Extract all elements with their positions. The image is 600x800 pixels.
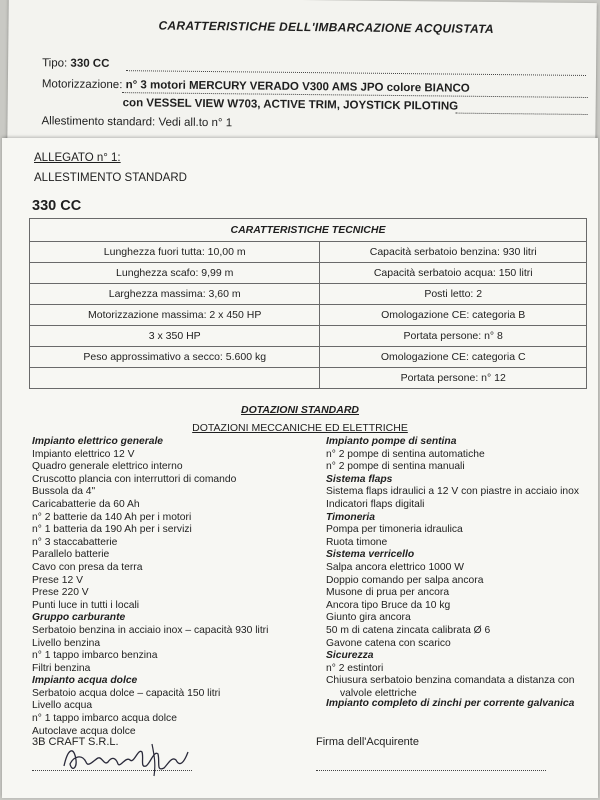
specs-cell: Omologazione CE: categoria B: [320, 305, 587, 326]
equipment-item: Musone di prua per ancora: [326, 587, 450, 599]
tipo-row: [42, 57, 109, 70]
equipment-item: Impianto elettrico 12 V: [32, 448, 135, 460]
equipment-item: Punti luce in tutti i locali: [32, 599, 140, 611]
equipment-item: valvole elettriche: [340, 687, 417, 699]
allestimento-label: Allestimento standard: Vedi all.to n° 1: [41, 115, 233, 130]
equipment-item: Autoclave acqua dolce: [32, 725, 136, 737]
specs-table: [29, 218, 587, 389]
equipment-section-heading: Impianto elettrico generale: [32, 436, 164, 447]
equipment-item: Prese 12 V: [32, 574, 83, 586]
equipment-item: Cavo con presa da terra: [32, 561, 143, 573]
equipment-item: Gavone catena con scarico: [326, 637, 451, 649]
equipment-item: Ruota timone: [326, 536, 388, 548]
motorizzazione-row: [42, 78, 470, 94]
specs-cell: Motorizzazione massima: 2 x 450 HP: [30, 305, 320, 326]
equipment-item: Filtri benzina: [32, 662, 91, 674]
motorizzazione-row-2: [123, 97, 459, 113]
equipment-section-heading: Gruppo carburante: [32, 612, 126, 624]
company-signature-label: 3B CRAFT S.R.L.: [32, 736, 119, 748]
equipment-item: n° 3 staccabatterie: [32, 536, 118, 548]
specs-cell: Omologazione CE: categoria C: [320, 347, 587, 368]
motorizzazione-value: n° 3 motori MERCURY VERADO V300 AMS JPO colore BIANCO: [125, 79, 470, 95]
equipment-item: Giunto gira ancora: [326, 612, 411, 624]
equipment-item: Doppio comando per salpa ancora: [326, 574, 484, 586]
equipment-section-heading: Timoneria: [326, 511, 376, 523]
equipment-section-heading: Sistema flaps: [326, 473, 393, 485]
specs-cell: Lunghezza fuori tutta: 10,00 m: [30, 242, 320, 263]
specs-cell: Portata persone: n° 8: [320, 326, 587, 347]
motorizzazione-value-2: con VESSEL VIEW W703, ACTIVE TRIM, JOYSTICK PILOTING: [122, 97, 459, 113]
allegato-subtitle: ALLESTIMENTO STANDARD: [34, 172, 187, 184]
equipment-item: Parallelo batterie: [32, 549, 110, 561]
specs-row: [30, 263, 587, 284]
equipment-item: n° 1 batteria da 190 Ah per i servizi: [32, 524, 192, 536]
model-name: 330 CC: [32, 198, 82, 214]
specs-row: [30, 368, 587, 389]
specs-cell: [30, 368, 320, 389]
equipment-item: 50 m di catena zincata calibrata Ø 6: [326, 624, 491, 636]
specs-row: [30, 305, 587, 326]
specs-cell: 3 x 350 HP: [30, 326, 320, 347]
equipment-item: Sistema flaps idraulici a 12 V con piastre in acciaio inox: [326, 486, 579, 498]
equipment-item: n° 1 tappo imbarco benzina: [32, 650, 158, 662]
equipment-item: Cruscotto plancia con interruttori di comando: [32, 473, 237, 485]
equipment-item: Quadro generale elettrico interno: [32, 461, 183, 473]
allestimento-row: [41, 115, 232, 129]
specs-row: [30, 284, 587, 305]
equipment-section-heading: Impianto acqua dolce: [32, 675, 138, 687]
specs-cell: Capacità serbatoio benzina: 930 litri: [320, 242, 587, 263]
purchase-title: CARATTERISTICHE DELL'IMBARCAZIONE ACQUISTATA: [158, 18, 494, 37]
equipment-item: n° 2 batterie da 140 Ah per i motori: [32, 511, 192, 523]
equipment-section-heading: Impianto pompe di sentina: [326, 436, 457, 447]
specs-header-row: [30, 219, 587, 242]
equipment-item: Prese 220 V: [32, 587, 89, 599]
specs-cell: Lunghezza scafo: 9,99 m: [30, 263, 320, 284]
handwritten-signature: [60, 738, 200, 778]
equipment-item: Ancora tipo Bruce da 10 kg: [326, 599, 451, 611]
equipment-item: Indicatori flaps digitali: [326, 498, 425, 510]
tipo-dotline: [126, 70, 586, 76]
allegato-sheet: [2, 138, 598, 798]
equipment-item: Chiusura serbatoio benzina comandata a distanza con: [326, 675, 575, 687]
equipment-item: Pompa per timoneria idraulica: [326, 524, 463, 536]
specs-cell: Peso approssimativo a secco: 5.600 kg: [30, 347, 320, 368]
equipment-item: n° 2 pompe di sentina automatiche: [326, 448, 485, 460]
equipment-item: Livello acqua: [32, 700, 93, 712]
specs-row: [30, 347, 587, 368]
equipment-section-heading: Sicurezza: [326, 650, 374, 662]
equipment-item: Salpa ancora elettrico 1000 W: [326, 561, 464, 573]
specs-cell: Portata persone: n° 12: [320, 368, 587, 389]
tipo-label: Tipo:: [42, 57, 68, 70]
specs-row: [30, 326, 587, 347]
motorizzazione-dotline-2: [456, 113, 588, 115]
buyer-signature-line: [316, 770, 546, 771]
dotazioni-title: DOTAZIONI STANDARD: [240, 404, 360, 416]
galvanic-note: Impianto completo di zinchi per corrente galvanica: [326, 698, 575, 709]
specs-cell: Larghezza massima: 3,60 m: [30, 284, 320, 305]
equipment-item: Caricabatterie da 60 Ah: [32, 498, 140, 510]
equipment-list-right: [326, 436, 579, 700]
allegato-title: ALLEGATO n° 1:: [34, 152, 121, 164]
purchase-details-sheet: [7, 0, 597, 153]
equipment-item: Serbatoio benzina in acciaio inox – capacità 930 litri: [32, 624, 269, 636]
equipment-item: Serbatoio acqua dolce – capacità 150 litri: [32, 687, 221, 699]
equipment-item: Livello benzina: [32, 637, 101, 649]
buyer-signature-label: Firma dell'Acquirente: [316, 736, 419, 748]
equipment-item: Bussola da 4": [32, 486, 96, 498]
equipment-item: n° 2 pompe di sentina manuali: [326, 461, 465, 473]
specs-cell: Posti letto: 2: [320, 284, 587, 305]
equipment-section-heading: Sistema verricello: [326, 549, 415, 561]
equipment-item: n° 1 tappo imbarco acqua dolce: [32, 713, 177, 725]
specs-header: CARATTERISTICHE TECNICHE: [30, 219, 587, 242]
specs-cell: Capacità serbatoio acqua: 150 litri: [320, 263, 587, 284]
motorizzazione-label: Motorizzazione:: [41, 78, 123, 92]
tipo-value: 330 CC: [70, 57, 110, 70]
equipment-item: n° 2 estintori: [326, 662, 384, 674]
dotazioni-subtitle: DOTAZIONI MECCANICHE ED ELETTRICHE: [192, 422, 408, 434]
equipment-list-left: [32, 436, 268, 738]
specs-row: [30, 242, 587, 263]
